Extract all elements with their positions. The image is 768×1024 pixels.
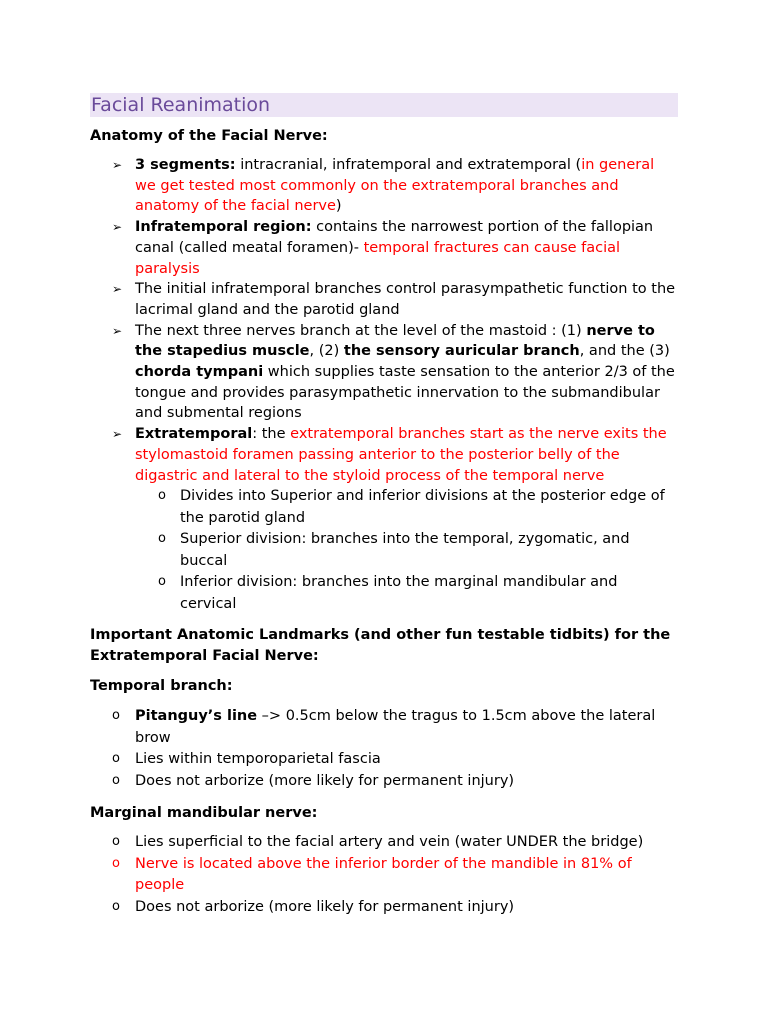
list-item-mastoid-branches	[90, 321, 678, 425]
arrow-bullet-icon: ➢	[112, 427, 123, 442]
mastoid-bold-1: nerve to the stapedius muscle	[135, 322, 655, 360]
heading-anatomy: Anatomy of the Facial Nerve:	[90, 128, 328, 144]
list-item-temporoparietal	[90, 749, 678, 771]
circle-bullet-icon: o	[112, 708, 120, 724]
superficial-text: Lies superficial to the facial artery and vein (water UNDER the bridge)	[135, 834, 644, 851]
segments-note: in general we get tested most commonly on the extratemporal branches and anatomy of the facial nerve	[135, 157, 655, 215]
sublist-item-divisions	[135, 486, 678, 529]
pitanguy-label: Pitanguy’s line	[135, 708, 258, 725]
marginal-list	[90, 832, 678, 918]
list-item-pitanguy	[90, 706, 678, 749]
sublist-item-inferior-division	[135, 572, 678, 615]
list-item-infratemporal	[90, 217, 678, 279]
list-item-marginal-arborize	[90, 897, 678, 919]
list-item-temporal-arborize	[90, 771, 678, 793]
arrow-bullet-icon: ➢	[112, 220, 123, 235]
initial-branches-text: The initial infratemporal branches control parasympathetic function to the lacrimal gland and the parotid gland	[135, 281, 676, 318]
mastoid-text-1: The next three nerves branch at the level of the mastoid : (1)	[135, 322, 587, 339]
temporal-arborize-text: Does not arborize (more likely for permanent injury)	[135, 772, 515, 789]
document-title: Facial Reanimation	[90, 93, 678, 117]
temporoparietal-text: Lies within temporoparietal fascia	[135, 751, 381, 768]
mastoid-text-2: , (2)	[309, 343, 344, 360]
heading-marginal-mandibular: Marginal mandibular nerve:	[90, 805, 318, 822]
circle-bullet-icon: o	[158, 574, 166, 590]
list-item-inferior-border	[90, 854, 678, 897]
mastoid-text-3: , and the (3)	[579, 343, 670, 360]
list-item-segments	[90, 155, 678, 217]
segments-label: 3 segments:	[135, 157, 236, 173]
infratemporal-note: temporal fractures can cause facial paralysis	[135, 239, 621, 277]
inferior-division-text: Inferior division: branches into the marginal mandibular and cervical	[180, 574, 618, 612]
superior-division-text: Superior division: branches into the temporal, zygomatic, and buccal	[180, 531, 630, 569]
anatomy-list	[90, 155, 678, 615]
extratemporal-label: Extratemporal	[135, 426, 253, 443]
temporal-list	[90, 706, 678, 792]
heading-landmarks: Important Anatomic Landmarks (and other fun testable tidbits) for the Extratemporal Facial Nerve:	[90, 627, 671, 665]
segments-close: )	[335, 198, 342, 215]
circle-bullet-icon: o	[112, 772, 120, 788]
arrow-bullet-icon: ➢	[112, 282, 123, 297]
circle-bullet-icon: o	[158, 488, 166, 504]
mastoid-text-4: which supplies taste sensation to the anterior 2/3 of the tongue and provides parasympathetic innervation to the submandibular and submental regions	[135, 364, 675, 422]
inferior-border-text: Nerve is located above the inferior border of the mandible in 81% of people	[135, 855, 632, 894]
segments-text: intracranial, infratemporal and extratemporal (	[235, 157, 582, 173]
infratemporal-text: contains the narrowest portion of the fallopian canal (called meatal foramen)-	[135, 219, 654, 256]
extratemporal-text: : the	[252, 426, 291, 443]
pitanguy-text: –> 0.5cm below the tragus to 1.5cm above the lateral brow	[135, 708, 656, 746]
extratemporal-sublist	[135, 486, 678, 615]
marginal-arborize-text: Does not arborize (more likely for permanent injury)	[135, 898, 515, 915]
document-page	[90, 93, 678, 918]
circle-bullet-icon: o	[112, 898, 120, 914]
list-item-extratemporal	[90, 424, 678, 615]
sublist-item-superior-division	[135, 529, 678, 572]
divisions-text: Divides into Superior and inferior divisions at the posterior edge of the parotid gland	[180, 488, 665, 526]
circle-bullet-icon: o	[112, 855, 120, 871]
arrow-bullet-icon: ➢	[112, 158, 123, 172]
circle-bullet-icon: o	[112, 834, 120, 850]
list-item-initial-branches	[90, 279, 678, 320]
mastoid-bold-3: chorda tympani	[135, 364, 264, 381]
circle-bullet-icon: o	[158, 531, 166, 547]
circle-bullet-icon: o	[112, 751, 120, 767]
heading-temporal-branch: Temporal branch:	[90, 678, 233, 695]
mastoid-bold-2: the sensory auricular branch	[343, 343, 580, 360]
list-item-superficial	[90, 832, 678, 854]
extratemporal-note: extratemporal branches start as the nerve exits the stylomastoid foramen passing anterior to the posterior belly of the digastric and lateral to the styloid process of the temporal nerve	[135, 426, 667, 484]
arrow-bullet-icon: ➢	[112, 323, 123, 338]
infratemporal-label: Infratemporal region:	[135, 219, 312, 236]
